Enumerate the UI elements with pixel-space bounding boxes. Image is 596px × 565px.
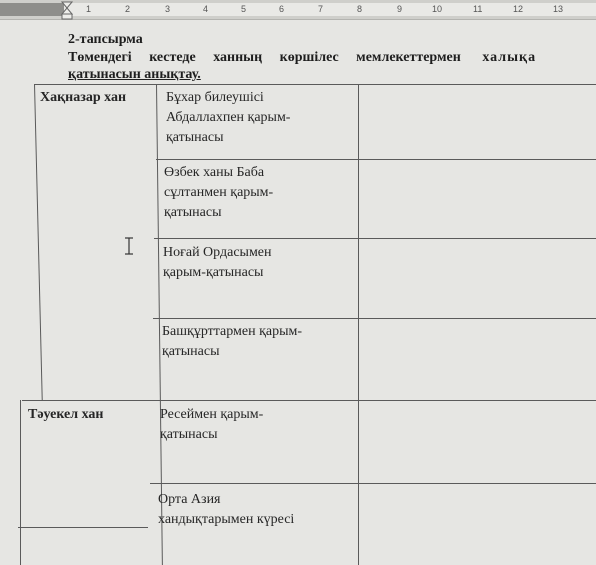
horizontal-ruler[interactable] — [0, 0, 596, 20]
indent-marker-icon[interactable] — [61, 1, 73, 21]
cell-line: хандықтарымен күресі — [158, 512, 295, 527]
text-cursor-icon — [124, 236, 134, 256]
relation-cell — [163, 243, 272, 283]
cell-line: сұлтанмен қарым- — [164, 185, 274, 200]
table-column-divider — [358, 84, 359, 565]
ruler-number: 5 — [241, 4, 247, 14]
cell-line: қатынасы — [164, 205, 222, 220]
ruler-number: 8 — [357, 4, 363, 14]
ruler-number: 13 — [553, 4, 564, 14]
ruler-number: 1 — [86, 4, 92, 14]
cell-line: Башқұрттармен қарым- — [162, 324, 303, 339]
ruler-number: 7 — [318, 4, 324, 14]
khan-name-cell: Хақназар хан — [40, 90, 127, 105]
cell-line: қарым-қатынасы — [163, 265, 264, 280]
relation-cell — [166, 88, 290, 148]
table-row-divider — [18, 527, 148, 528]
table-row-divider — [156, 159, 596, 160]
cell-line: Өзбек ханы Баба — [164, 165, 265, 180]
instruction-text: Төмендегі кестеде ханның көршілес мемлекеттермен — [68, 50, 461, 65]
table-row-divider — [150, 483, 596, 484]
cell-line: Ресеймен қарым- — [160, 407, 264, 422]
task-instruction-line1 — [68, 49, 596, 66]
ruler-number: 11 — [473, 4, 483, 14]
cell-line: қатынасы — [162, 344, 220, 359]
ruler-margin-area — [0, 3, 64, 16]
table-border-top — [34, 84, 596, 85]
khan-name-cell: Тәуекел хан — [28, 407, 104, 422]
instruction-text-cut: халықа — [482, 50, 537, 65]
task-instruction-line2: қатынасын анықтау. — [68, 67, 201, 82]
cell-line: Абдаллахпен қарым- — [166, 110, 291, 125]
ruler-number: 4 — [203, 4, 209, 14]
relation-cell — [158, 490, 294, 530]
ruler-number: 9 — [397, 4, 403, 14]
table-border-left — [20, 400, 21, 565]
cell-line: қатынасы — [166, 130, 224, 145]
relation-cell — [162, 322, 302, 362]
table-row-divider — [153, 318, 596, 319]
relation-cell — [160, 405, 263, 445]
cell-line: Ноғай Ордасымен — [163, 245, 272, 260]
ruler-number: 2 — [125, 4, 131, 14]
table-row-divider — [22, 400, 596, 401]
table-row-divider — [154, 238, 596, 239]
ruler-number: 10 — [432, 4, 443, 14]
task-heading: 2-тапсырма — [68, 32, 143, 47]
ruler-number: 12 — [513, 4, 524, 14]
cell-line: Бұхар билеушісі — [166, 90, 264, 105]
cell-line: Орта Азия — [158, 492, 221, 507]
ruler-number: 6 — [279, 4, 285, 14]
relation-cell — [164, 163, 273, 223]
cell-line: қатынасы — [160, 427, 218, 442]
ruler-number: 3 — [165, 4, 171, 14]
